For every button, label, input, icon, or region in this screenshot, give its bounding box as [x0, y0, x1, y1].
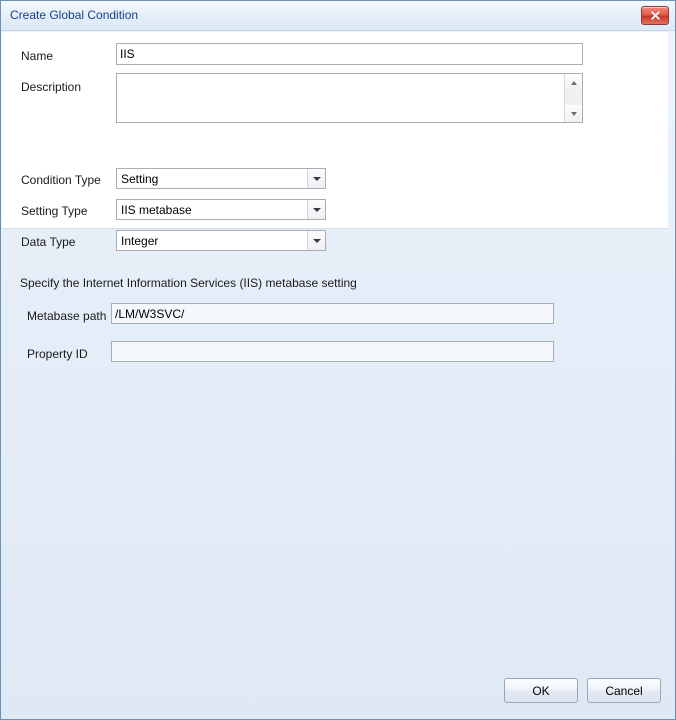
dialog-content	[1, 32, 675, 719]
setting-type-value: IIS metabase	[121, 203, 192, 217]
title-bar	[1, 1, 675, 31]
close-icon	[650, 10, 661, 21]
metabase-path-label: Metabase path	[27, 309, 107, 323]
condition-type-value: Setting	[121, 172, 159, 186]
data-type-value: Integer	[121, 234, 159, 248]
data-type-label: Data Type	[21, 235, 76, 249]
scroll-up-button[interactable]	[565, 74, 582, 91]
section-title: Specify the Internet Information Services (IIS) metabase setting	[20, 276, 357, 290]
description-field-wrapper	[116, 73, 583, 123]
metabase-path-input[interactable]	[111, 303, 554, 324]
setting-type-label: Setting Type	[21, 204, 88, 218]
close-button[interactable]	[641, 6, 669, 25]
chevron-up-icon	[571, 81, 577, 85]
property-id-input[interactable]	[111, 341, 554, 362]
data-type-dropdown-button[interactable]	[307, 231, 325, 250]
window-title: Create Global Condition	[10, 8, 139, 22]
chevron-down-icon	[571, 112, 577, 116]
chevron-down-icon	[313, 208, 321, 212]
name-label: Name	[21, 49, 54, 63]
chevron-down-icon	[313, 239, 321, 243]
property-id-label: Property ID	[27, 347, 88, 361]
setting-type-select[interactable]	[116, 199, 326, 220]
condition-type-dropdown-button[interactable]	[307, 169, 325, 188]
setting-type-dropdown-button[interactable]	[307, 200, 325, 219]
name-input[interactable]	[116, 43, 583, 65]
general-properties-panel	[2, 32, 668, 249]
description-label: Description	[21, 80, 82, 94]
description-input[interactable]	[117, 74, 565, 122]
chevron-down-icon	[313, 177, 321, 181]
condition-type-label: Condition Type	[21, 173, 101, 187]
description-scrollbar[interactable]	[564, 74, 582, 122]
condition-type-select[interactable]	[116, 168, 326, 189]
ok-button[interactable]: OK	[504, 678, 578, 703]
scroll-down-button[interactable]	[565, 105, 582, 122]
cancel-button[interactable]: Cancel	[587, 678, 661, 703]
data-type-select[interactable]	[116, 230, 326, 251]
